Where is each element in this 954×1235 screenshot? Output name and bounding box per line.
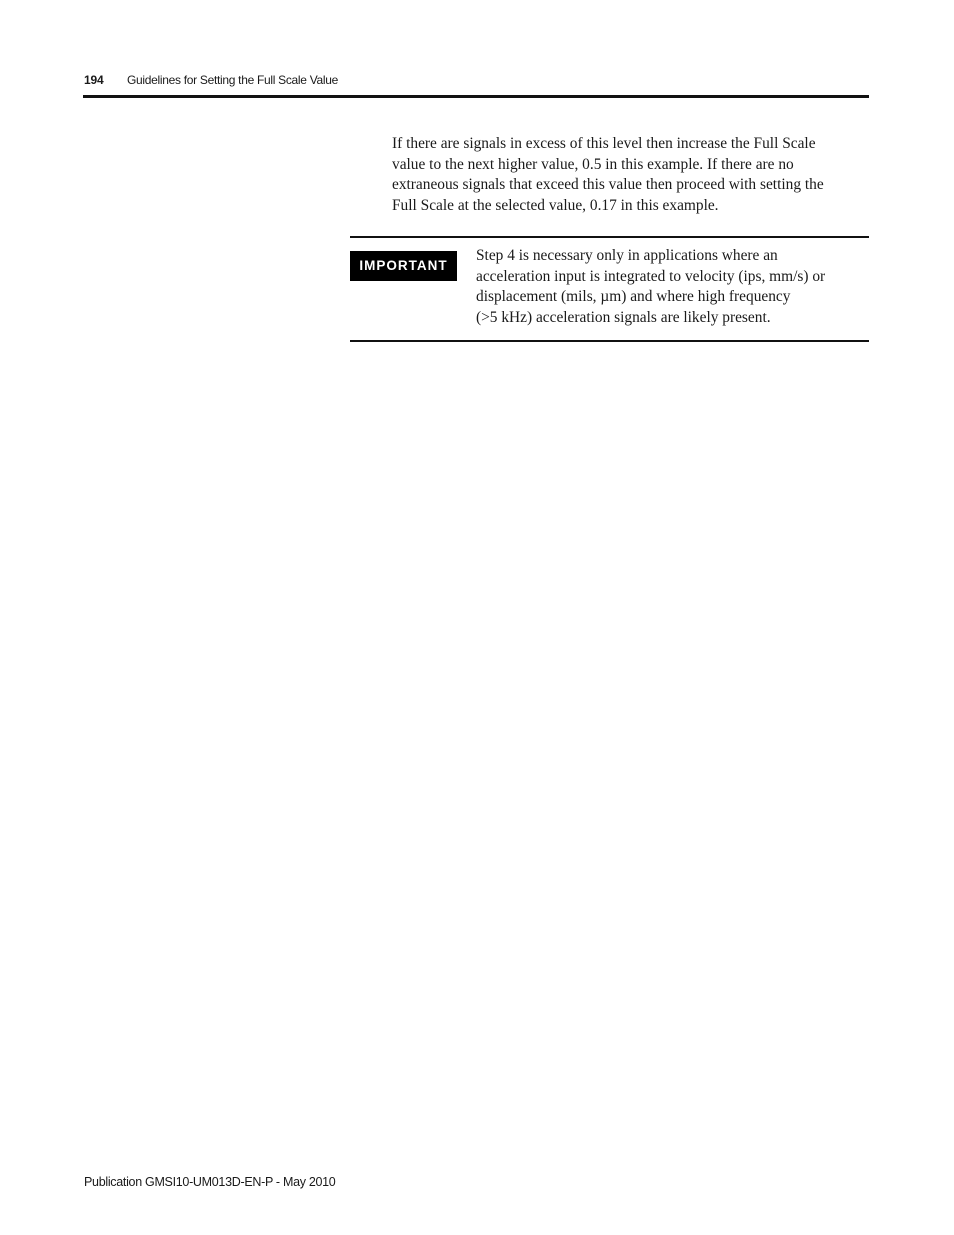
important-badge: IMPORTANT bbox=[350, 251, 457, 281]
important-line: Step 4 is necessary only in applications where an bbox=[476, 247, 778, 264]
running-head: Guidelines for Setting the Full Scale Value bbox=[127, 73, 339, 87]
page-number: 194 bbox=[84, 73, 104, 87]
paragraph-line: value to the next higher value, 0.5 in this example. If there are no bbox=[392, 155, 794, 173]
header-rule bbox=[83, 95, 869, 98]
paragraph-line: Full Scale at the selected value, 0.17 in this example. bbox=[392, 196, 719, 214]
important-line: acceleration input is integrated to velocity (ips, mm/s) or bbox=[476, 267, 826, 285]
important-text bbox=[476, 246, 866, 328]
important-line: (>5 kHz) acceleration signals are likely present. bbox=[476, 308, 771, 326]
paragraph-line: If there are signals in excess of this level then increase the Full Scale bbox=[392, 135, 816, 152]
important-callout bbox=[350, 236, 869, 342]
body-paragraph bbox=[392, 134, 862, 216]
important-line: displacement (mils, µm) and where high frequency bbox=[476, 288, 791, 306]
paragraph-line: extraneous signals that exceed this value then proceed with setting the bbox=[392, 176, 824, 194]
publication-footer: Publication GMSI10-UM013D-EN-P - May 2010 bbox=[84, 1175, 336, 1189]
